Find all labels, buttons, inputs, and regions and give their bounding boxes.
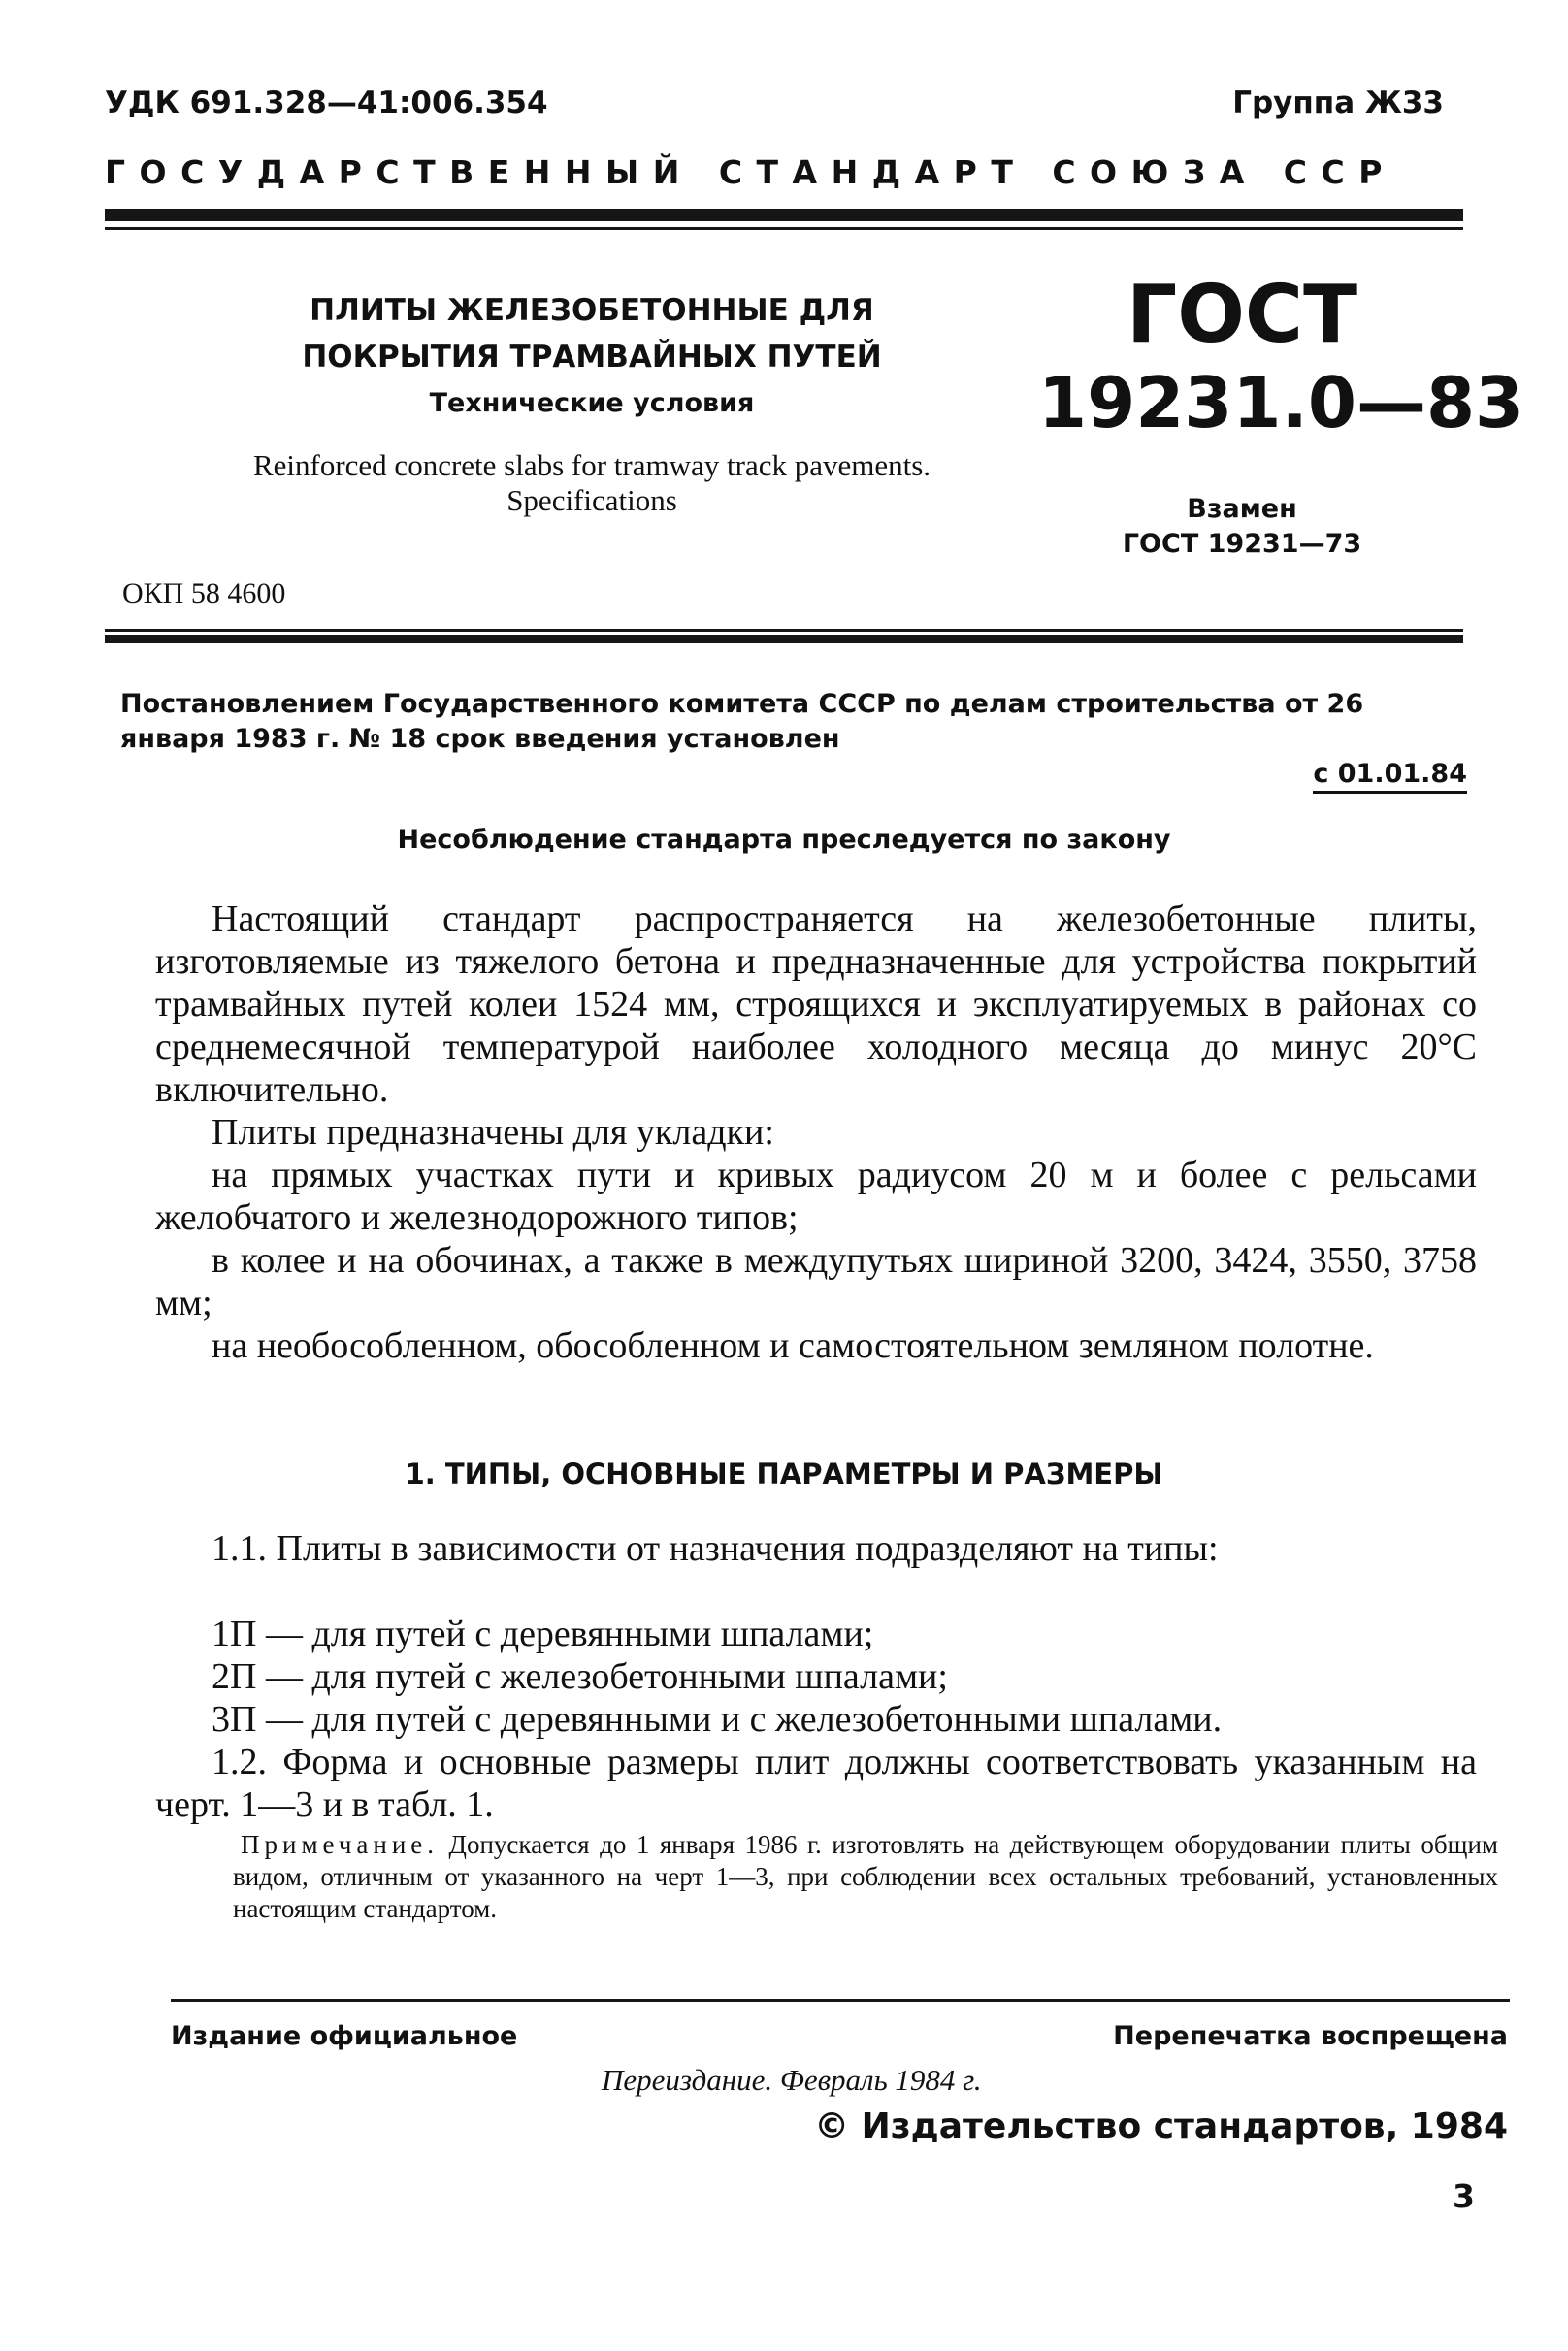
section-heading: 1. ТИПЫ, ОСНОВНЫЕ ПАРАМЕТРЫ И РАЗМЕРЫ <box>405 1457 1163 1490</box>
replaces-label: Взамен <box>1187 494 1297 524</box>
replaces-standard: ГОСТ 19231—73 <box>1122 529 1362 559</box>
legal-warning: Несоблюдение стандарта преследуется по закону <box>397 825 1171 855</box>
intro-paragraph: Плиты предназначены для укладки: <box>212 1112 774 1153</box>
clause-list-item: 2П — для путей с железобетонными шпалами; <box>212 1656 948 1697</box>
standard-subtitle: Технические условия <box>429 388 755 418</box>
replaces-block <box>1096 492 1388 562</box>
top-rule-thin <box>105 227 1463 230</box>
standard-title: ПЛИТЫ ЖЕЛЕЗОБЕТОННЫЕ ДЛЯ ПОКРЫТИЯ ТРАМВАЙНЫХ ПУТЕЙ <box>302 293 882 375</box>
mid-rule-thin <box>105 629 1463 632</box>
note-text: Допускается до 1 января 1986 г. изготовлять на действующем оборудовании плиты общим видом, отличным от указанного на черт 1—3, при соблюдении всех остальных требований, установленных настоящим стандартом. <box>233 1830 1498 1923</box>
copyright-line: © Издательство стандартов, 1984 <box>814 2106 1508 2146</box>
udk-code: УДК 691.328—41:006.354 <box>105 85 548 120</box>
note-label: Примечание. <box>241 1830 440 1859</box>
reprint-prohibited: Перепечатка воспрещена <box>1113 2021 1508 2051</box>
clause-list-item: 3П — для путей с деревянными и с железобетонными шпалами. <box>212 1699 1223 1740</box>
mid-rule-thick <box>105 635 1463 643</box>
official-edition: Издание официальное <box>171 2021 518 2051</box>
decree-effective-date: с 01.01.84 <box>1313 759 1467 794</box>
state-standard-banner: ГОСУДАРСТВЕННЫЙ СТАНДАРТ СОЮЗА ССР <box>105 153 1396 191</box>
clause-paragraph: 1.1. Плиты в зависимости от назначения подразделяют на типы: <box>212 1528 1219 1569</box>
top-rule-thick <box>105 209 1463 221</box>
intro-paragraph: на прямых участках пути и кривых радиусом 20 м и более с рельсами желобчатого и железнодорожного типов; <box>155 1155 1477 1238</box>
clause-paragraph: 1.2. Форма и основные размеры плит должны соответствовать указанным на черт. 1—3 и в табл. 1. <box>155 1742 1477 1825</box>
decree-text: Постановлением Государственного комитета СССР по делам строительства от 26 января 1983 г. № 18 срок введения установлен <box>120 689 1364 754</box>
reissue-note: Переиздание. Февраль 1984 г. <box>602 2063 982 2097</box>
english-title: Reinforced concrete slabs for tramway track pavements. Specifications <box>252 448 931 517</box>
clause-list-item: 1П — для путей с деревянными шпалами; <box>212 1614 874 1654</box>
intro-paragraph: Настоящий стандарт распространяется на железобетонные плиты, изготовляемые из тяжелого бетона и предназначенные для устройства покрытий трамвайных путей колеи 1524 мм, строящихся и эксплуатируемых в районах со среднемесячной температурой наиболее холодного месяца до минус 20°С включительно. <box>155 898 1477 1110</box>
group-code: Группа Ж33 <box>1232 85 1444 120</box>
note-block <box>233 1829 1498 1925</box>
okp-code: ОКП 58 4600 <box>122 577 286 609</box>
intro-paragraph: в колее и на обочинах, а также в междупутьях шириной 3200, 3424, 3550, 3758 мм; <box>155 1240 1477 1323</box>
intro-paragraph: на необособленном, обособленном и самостоятельном земляном полотне. <box>212 1325 1374 1366</box>
page-number: 3 <box>1453 2177 1475 2215</box>
gost-number: 19231.0—83 <box>1038 362 1524 443</box>
footer-rule <box>171 1999 1510 2002</box>
gost-label: ГОСТ <box>1126 269 1358 361</box>
